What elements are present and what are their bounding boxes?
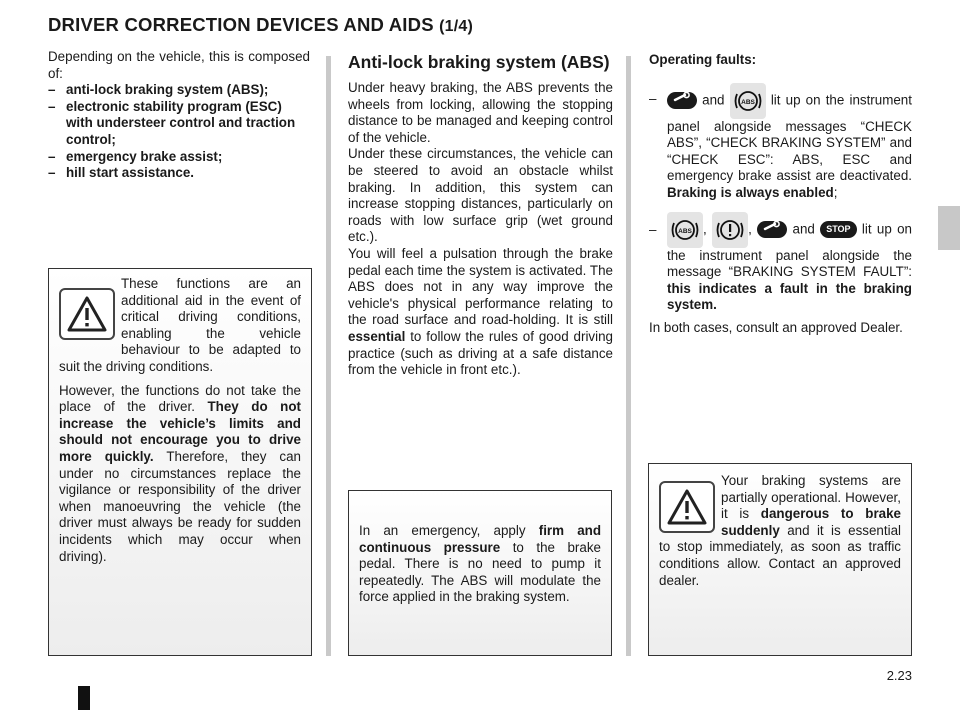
page-title bbox=[48, 14, 473, 36]
info-text bbox=[359, 523, 601, 606]
abs-para-3-a: You will feel a pulsation through the brake pedal each time the system is activated. The ABS does not in any way improve the vehicle's physical performance relating to the road surface and road-holding. It is still bbox=[348, 245, 613, 328]
intro-text: Depending on the vehicle, this is composed of: bbox=[48, 49, 310, 81]
faults-closing: In both cases, consult an approved Dealer. bbox=[649, 319, 903, 335]
abs-para-3-c: to follow the rules of good driving practice (such as driving at a safe distance from the vehicle in front etc.). bbox=[348, 328, 613, 378]
warning-triangle-icon bbox=[59, 288, 115, 340]
info-text-bold: firm and continuous pressure bbox=[359, 523, 602, 555]
brake-warning-icon bbox=[712, 212, 748, 248]
fault-item-1-text: lit up on the instrument panel alongside messages “CHECK ABS”, “CHECK BRAKING SYSTEM” and “CHECK ESC”: ABS, ESC and emergency brake assist are deactivated. bbox=[667, 92, 912, 184]
abs-icon-label-2: ABS bbox=[678, 227, 692, 235]
title-text: DRIVER CORRECTION DEVICES AND AIDS bbox=[48, 14, 434, 35]
fault-item-1: – and ABS lit up on the instrument panel alongside messages “CHECK ABS”, “CHECK BRAKING SYSTEM” and “CHECK ESC”: ABS, ESC and emergency brake assist are deactivated. Braking is always enabled; bbox=[649, 83, 912, 202]
abs-para-3-bold: essential bbox=[348, 328, 406, 344]
chapter-tab bbox=[938, 206, 960, 250]
corner-mark bbox=[78, 686, 90, 710]
list-item: – hill start assistance. bbox=[48, 165, 310, 182]
faults-heading: Operating faults: bbox=[649, 52, 757, 67]
warning2-text-bold: dangerous to brake suddenly bbox=[721, 506, 902, 538]
list-item: – electronic stability program (ESC) with understeer control and traction control; bbox=[48, 99, 310, 149]
info-box-emergency bbox=[348, 490, 612, 656]
intro-column bbox=[48, 49, 310, 182]
warning-para-2-a: However, the functions do not take the place of the driver. bbox=[59, 382, 301, 415]
info-text-c: to the brake pedal. There is no need to pump it repeatedly. The ABS will modulate the force applied in the braking system. bbox=[359, 539, 601, 605]
title-suffix: (1/4) bbox=[439, 18, 473, 35]
warning-para-2 bbox=[59, 383, 301, 566]
list-item: – anti-lock braking system (ABS); bbox=[48, 82, 310, 99]
section-heading: Anti-lock braking system (ABS) bbox=[348, 52, 610, 72]
column-divider-1 bbox=[326, 56, 331, 656]
spanner-icon bbox=[757, 221, 787, 238]
fault-item-2-comma-1: , bbox=[703, 221, 707, 237]
fault-item-2-and: and bbox=[792, 221, 815, 237]
warning-box-functions bbox=[48, 268, 312, 656]
abs-column bbox=[348, 52, 613, 379]
abs-para-1: Under heavy braking, the ABS prevents the wheels from locking, allowing the stopping distance to be managed and keeping control of the vehicle. bbox=[348, 80, 613, 145]
systems-list bbox=[48, 82, 310, 182]
abs-para-3 bbox=[348, 246, 613, 379]
faults-column bbox=[649, 52, 912, 337]
fault-item-2-text: lit up on the instrument panel alongside the message “BRAKING SYSTEM FAULT”: bbox=[667, 221, 912, 280]
info-text-a: In an emergency, apply bbox=[359, 523, 539, 538]
warning-para-2-bold: They do not increase the vehicle’s limits and should not encourage you to drive more quickly. bbox=[59, 399, 302, 464]
fault-item-1-bold: Braking is always enabled bbox=[667, 184, 834, 200]
list-item: – emergency brake assist; bbox=[48, 149, 310, 166]
page-number: 2.23 bbox=[886, 668, 912, 683]
warning-box-braking bbox=[648, 463, 912, 656]
abs-warning-icon bbox=[730, 83, 766, 119]
abs-para-2: Under these circumstances, the vehicle can be steered to avoid an obstacle whilst braking. In addition, this system can increase stopping distances, particularly on roads with low surface grip (wet ground etc.). bbox=[348, 146, 613, 245]
column-divider-2 bbox=[626, 56, 631, 656]
fault-item-2-bold: this indicates a fault in the braking system. bbox=[667, 280, 912, 313]
warning-para-1: These functions are an additional aid in the event of critical driving conditions, enabling the vehicle behaviour to be adapted to suit the driving conditions. bbox=[59, 276, 301, 374]
fault-item-1-end: ; bbox=[833, 184, 838, 200]
fault-item-1-and: and bbox=[702, 92, 725, 108]
fault-item-2-comma-2: , bbox=[748, 221, 752, 237]
warning-para-2-c: Therefore, they can under no circumstances replace the vigilance or responsibility of the driver when manoeuvring the vehicle (the driver must always be ready for sudden incidents which may occur when driving). bbox=[59, 448, 301, 564]
abs-icon-label-1: ABS bbox=[740, 98, 755, 106]
abs-warning-icon bbox=[667, 212, 703, 248]
spanner-icon bbox=[667, 92, 697, 109]
warning2-text-c: and it is essential to stop immediately, as soon as traffic conditions allow. Contact an approved dealer. bbox=[659, 522, 901, 588]
warning-triangle-icon bbox=[659, 481, 715, 533]
warning2-text-a: Your braking systems are partially operational. However, it is bbox=[721, 473, 901, 522]
stop-icon: STOP bbox=[820, 221, 856, 238]
fault-item-2: – ABS , , and STOP lit up on the instrument panel alongside the message “BRAKING SYSTEM FAULT”: this indicates a fault in the braking system. bbox=[649, 212, 912, 314]
